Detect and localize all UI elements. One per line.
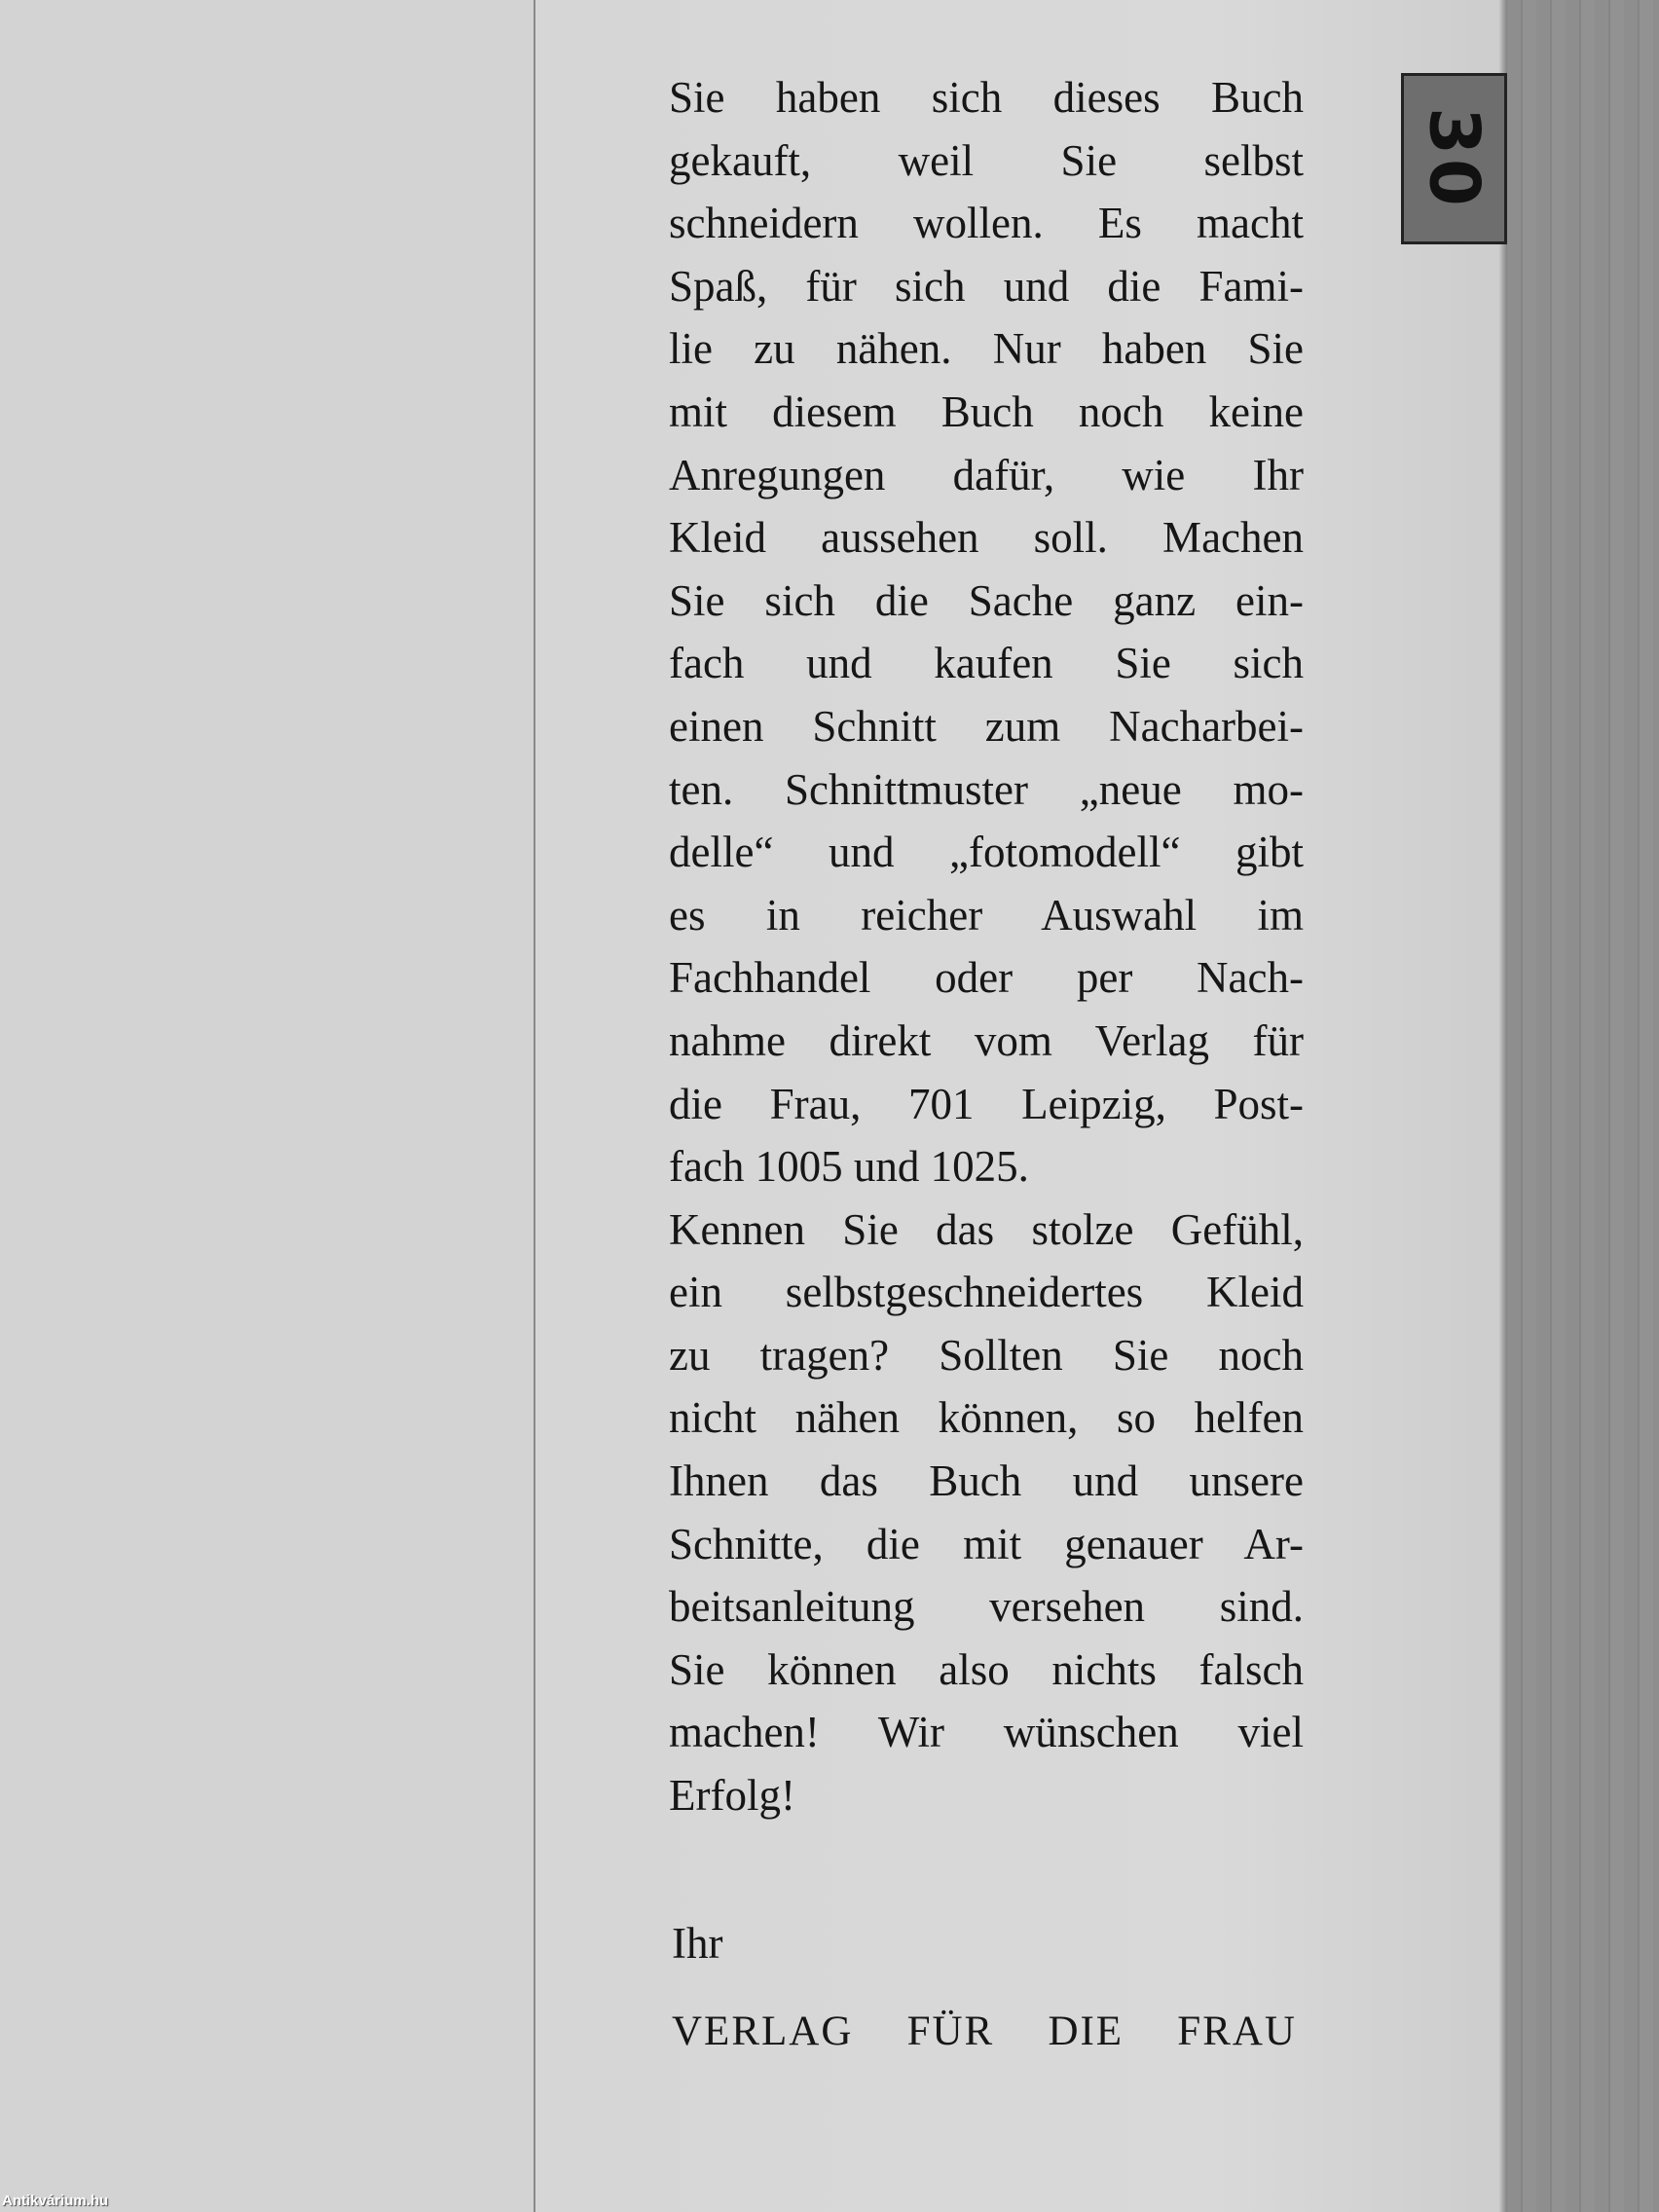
text-line: Sie können also nichts falsch — [669, 1644, 1304, 1694]
text-line: Kennen Sie das stolze Gefühl, — [669, 1204, 1304, 1254]
text-line: fach 1005 und 1025. — [669, 1142, 1029, 1192]
publisher-signature: VERLAG FÜR DIE FRAU — [672, 2009, 1297, 2054]
left-page — [0, 0, 534, 2212]
body-text — [669, 66, 1304, 1827]
text-line: mit diesem Buch noch keine — [669, 387, 1304, 436]
text-line: nicht nähen können, so helfen — [669, 1393, 1304, 1443]
text-line: die Frau, 701 Leipzig, Post- — [669, 1079, 1304, 1128]
text-line: Sie haben sich dieses Buch — [669, 73, 1304, 122]
text-line: gekauft, weil Sie selbst — [669, 135, 1304, 185]
text-line: ein selbstgeschneidertes Kleid — [669, 1268, 1304, 1317]
text-line: lie zu nähen. Nur haben Sie — [669, 324, 1304, 374]
text-line: Anregungen dafür, wie Ihr — [669, 450, 1304, 499]
text-line: Schnitte, die mit genauer Ar- — [669, 1519, 1304, 1568]
closing: Ihr — [672, 1919, 723, 1968]
page-number: 30 — [1414, 107, 1494, 210]
book-spine — [1507, 0, 1659, 2212]
text-line: zu tragen? Sollten Sie noch — [669, 1330, 1304, 1380]
text-line: ten. Schnittmuster „neue mo- — [669, 764, 1304, 814]
text-line: einen Schnitt zum Nacharbei- — [669, 701, 1304, 751]
text-line: schneidern wollen. Es macht — [669, 199, 1304, 248]
text-line: machen! Wir wünschen viel — [669, 1708, 1304, 1757]
text-line: es in reicher Auswahl im — [669, 890, 1304, 940]
text-line: Kleid aussehen soll. Machen — [669, 513, 1304, 563]
text-line: nahme direkt vom Verlag für — [669, 1015, 1304, 1065]
text-line: Sie sich die Sache ganz ein- — [669, 575, 1304, 625]
text-line: Spaß, für sich und die Fami- — [669, 261, 1304, 311]
text-line: Erfolg! — [669, 1771, 795, 1821]
page-number-label — [1401, 73, 1507, 244]
text-line: beitsanleitung versehen sind. — [669, 1582, 1304, 1632]
watermark: Antikvárium.hu — [2, 2193, 109, 2209]
text-line: Fachhandel oder per Nach- — [669, 953, 1304, 1003]
text-line: Ihnen das Buch und unsere — [669, 1456, 1304, 1506]
text-line: delle“ und „fotomodell“ gibt — [669, 828, 1304, 877]
text-line: fach und kaufen Sie sich — [669, 639, 1304, 688]
